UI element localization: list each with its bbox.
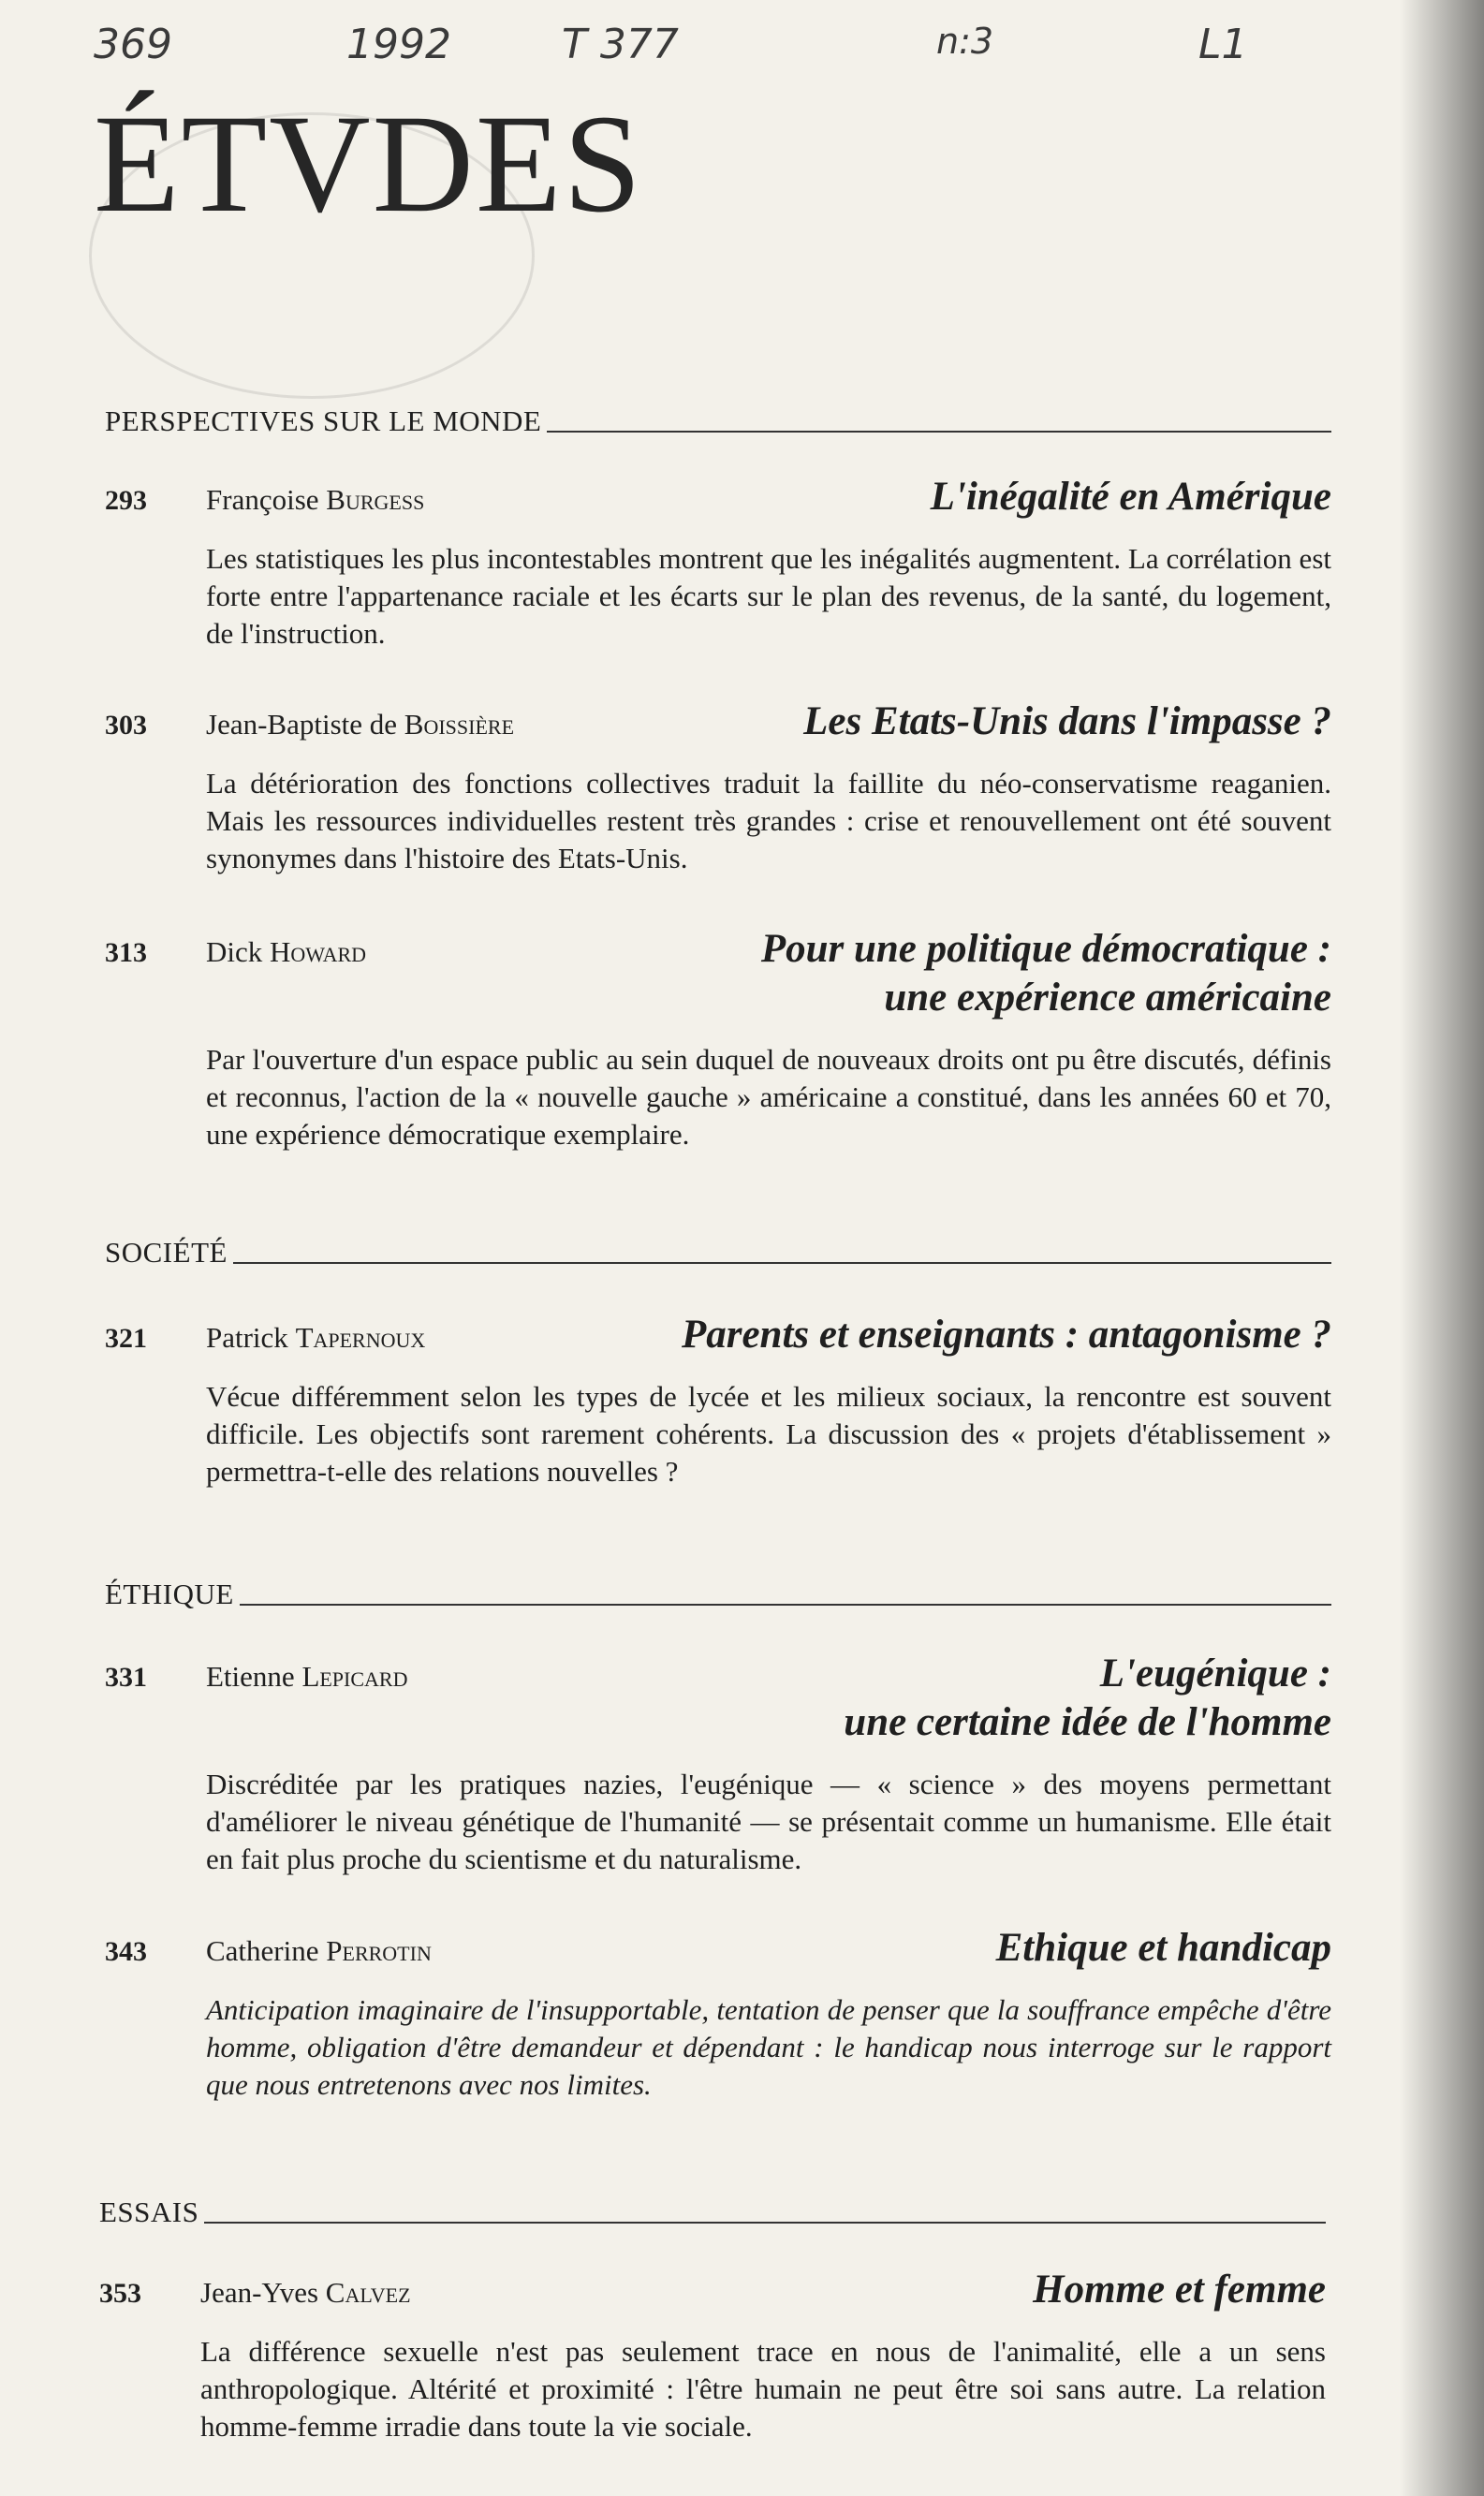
section-label: SOCIÉTÉ: [105, 1236, 228, 1269]
article-title: Ethique et handicap: [995, 1926, 1331, 1970]
handwritten-volume: T 377: [562, 21, 679, 68]
article-title: L'eugénique :: [1099, 1652, 1331, 1696]
author: Patrick Tapernoux: [206, 1321, 426, 1354]
toc-entry: [105, 1650, 1331, 1878]
article-abstract: La détérioration des fonctions collectives traduit la faillite du néo-conservatisme reaganien. Mais les ressources individuelles restent très grandes : crise et renouvellement ont été souvent synonymes dans l'histoire des Etats-Unis.: [206, 767, 1331, 874]
toc-entry: [99, 2266, 1326, 2445]
handwritten-issue: n:3: [936, 21, 994, 62]
article-abstract: Anticipation imaginaire de l'insupportable, tentation de penser que la souffrance empêche d'être homme, obligation d'être demandeur et dépendant : le handicap nous interroge sur le rapport que nous entretenons avec nos limites.: [206, 1993, 1331, 2101]
page-number: 293: [105, 485, 147, 516]
author: Catherine Perrotin: [206, 1934, 432, 1967]
section-heading-ethique: [105, 1578, 1331, 1611]
handwritten-number: 369: [94, 21, 172, 68]
toc-entry: [105, 697, 1331, 877]
article-abstract: Les statistiques les plus incontestables montrent que les inégalités augmentent. La corrélation est forte entre l'appartenance raciale et les écarts sur le plan des revenus, de la santé, du logement, de l'instruction.: [206, 542, 1331, 650]
page-number: 321: [105, 1323, 147, 1354]
section-rule: [240, 1603, 1331, 1606]
author: Dick Howard: [206, 935, 367, 968]
section-rule: [233, 1261, 1331, 1264]
handwritten-code: L1: [1198, 21, 1248, 68]
article-title-continued: une certaine idée de l'homme: [844, 1700, 1331, 1744]
section-heading-societe: [105, 1236, 1331, 1270]
page-number: 353: [99, 2278, 141, 2309]
page-number: 313: [105, 937, 147, 968]
article-abstract: Discréditée par les pratiques nazies, l'eugénique — « science » des moyens permettant d'améliorer le niveau génétique de l'humanité — se présentait comme un humanisme. Elle était en fait plus proche du scientisme et du naturalisme.: [206, 1768, 1331, 1875]
section-rule: [547, 430, 1331, 433]
article-title: Parents et enseignants : antagonisme ?: [681, 1313, 1331, 1357]
handwritten-year: 1992: [346, 21, 451, 68]
author: Jean-Baptiste de Boissière: [206, 708, 515, 741]
section-label: PERSPECTIVES SUR LE MONDE: [105, 404, 542, 437]
masthead-title: ÉTVDES: [94, 86, 643, 242]
toc-entry: [105, 1924, 1331, 2104]
article-title: Les Etats-Unis dans l'impasse ?: [803, 699, 1331, 743]
page-number: 303: [105, 710, 147, 741]
article-abstract: Par l'ouverture d'un espace public au sein duquel de nouveaux droits ont pu être discutés, définis et reconnus, l'action de la « nouvelle gauche » américaine a constitué, dans les années 60 et 70, une expérience démocratique exemplaire.: [206, 1043, 1331, 1151]
page-edge-shadow: [1400, 0, 1484, 2496]
toc-entry: [105, 925, 1331, 1153]
article-title: L'inégalité en Amérique: [930, 475, 1331, 519]
section-label: ESSAIS: [99, 2195, 199, 2228]
toc-entry: [105, 473, 1331, 653]
section-heading-perspectives: [105, 404, 1331, 438]
article-title: Homme et femme: [1033, 2268, 1326, 2312]
article-abstract: Vécue différemment selon les types de lycée et les milieux sociaux, la rencontre est souvent difficile. Les objectifs sont rarement cohérents. La discussion des « projets d'établissement » permettra-t-elle des relations nouvelles ?: [206, 1380, 1331, 1488]
page-number: 343: [105, 1936, 147, 1967]
article-title: Pour une politique démocratique :: [760, 927, 1331, 971]
author: Jean-Yves Calvez: [200, 2276, 411, 2309]
author: Françoise Burgess: [206, 483, 425, 516]
article-abstract: La différence sexuelle n'est pas seulement trace en nous de l'animalité, elle a un sens anthropologique. Altérité et proximité : l'être humain ne peut être soi sans autre. La relation homme-femme irradie dans toute la vie sociale.: [200, 2335, 1326, 2443]
section-rule: [204, 2221, 1326, 2224]
section-label: ÉTHIQUE: [105, 1578, 234, 1610]
page-number: 331: [105, 1662, 147, 1693]
article-title-continued: une expérience américaine: [884, 976, 1331, 1020]
toc-entry: [105, 1311, 1331, 1490]
section-heading-essais: [99, 2195, 1326, 2229]
author: Etienne Lepicard: [206, 1660, 408, 1693]
